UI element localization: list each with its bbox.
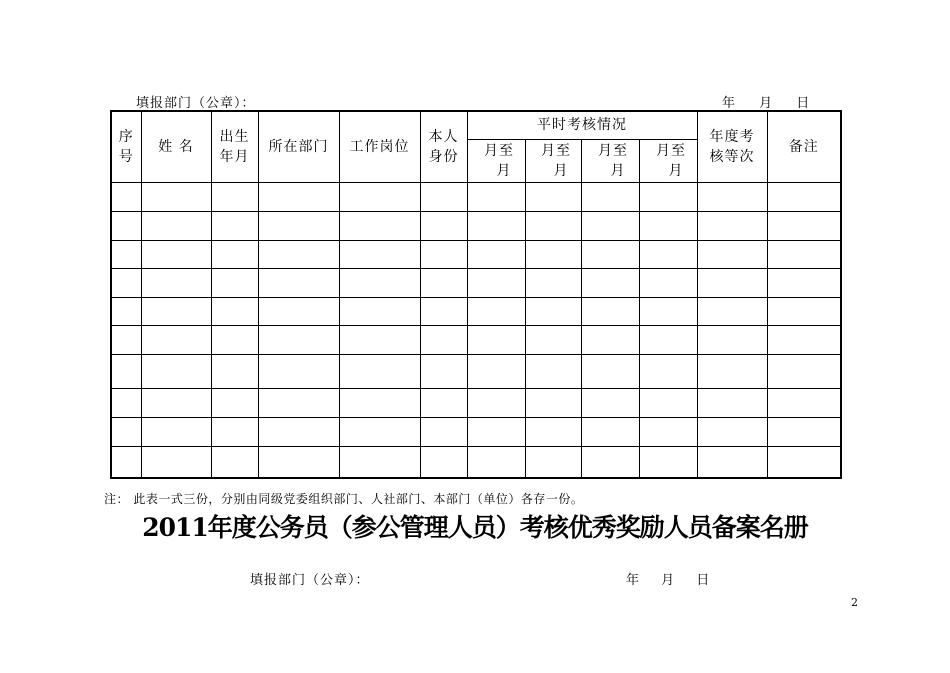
- table-cell: [467, 354, 525, 388]
- table-cell: [525, 388, 581, 417]
- record-table: [110, 110, 842, 479]
- table-cell: [767, 268, 841, 297]
- table-cell: [639, 211, 697, 240]
- table-row: [111, 182, 841, 211]
- table-cell: [420, 417, 467, 446]
- table-cell: [581, 211, 639, 240]
- table-cell: [525, 182, 581, 211]
- table-cell: [258, 211, 339, 240]
- table-cell: [467, 446, 525, 478]
- table-cell: [697, 182, 767, 211]
- table-cell: [211, 325, 258, 354]
- table-cell: [581, 297, 639, 325]
- table-cell: [767, 354, 841, 388]
- table-cell: [211, 417, 258, 446]
- table-cell: [339, 240, 420, 268]
- table-cell: [111, 268, 141, 297]
- table-cell: [141, 240, 211, 268]
- table-cell: [141, 182, 211, 211]
- table-cell: [767, 182, 841, 211]
- table-cell: [420, 211, 467, 240]
- table-cell: [211, 211, 258, 240]
- table-cell: [211, 388, 258, 417]
- table-cell: [111, 182, 141, 211]
- table-row: [111, 211, 841, 240]
- table-cell: [639, 446, 697, 478]
- table-cell: [525, 417, 581, 446]
- table-cell: [339, 417, 420, 446]
- table-cell: [639, 417, 697, 446]
- table-row: [111, 297, 841, 325]
- table-cell: [581, 354, 639, 388]
- table-cell: [639, 325, 697, 354]
- date-label-bottom: 年 月 日: [626, 573, 711, 588]
- table-cell: [767, 240, 841, 268]
- table-row: [111, 446, 841, 478]
- table-cell: [639, 297, 697, 325]
- table-cell: [339, 354, 420, 388]
- table-cell: [525, 268, 581, 297]
- table-cell: [767, 297, 841, 325]
- table-cell: [581, 182, 639, 211]
- table-row: [111, 417, 841, 446]
- table-cell: [525, 354, 581, 388]
- table-cell: [639, 354, 697, 388]
- table-cell: [467, 211, 525, 240]
- table-cell: [420, 297, 467, 325]
- table-cell: [639, 268, 697, 297]
- table-cell: [697, 446, 767, 478]
- table-cell: [697, 354, 767, 388]
- table-cell: [258, 388, 339, 417]
- table-row: [111, 240, 841, 268]
- table-cell: [211, 240, 258, 268]
- table-cell: [639, 182, 697, 211]
- header-period-2: 月至 月: [525, 139, 581, 182]
- table-cell: [581, 325, 639, 354]
- table-cell: [141, 354, 211, 388]
- table-cell: [581, 417, 639, 446]
- table-cell: [467, 182, 525, 211]
- table-cell: [141, 388, 211, 417]
- table-cell: [420, 325, 467, 354]
- table-cell: [258, 297, 339, 325]
- table-cell: [467, 417, 525, 446]
- table-cell: [581, 240, 639, 268]
- table-cell: [639, 240, 697, 268]
- table-cell: [258, 268, 339, 297]
- header-birth: 出生 年月: [211, 111, 258, 182]
- table-cell: [141, 417, 211, 446]
- header-post: 工作岗位: [339, 111, 420, 182]
- table-cell: [525, 240, 581, 268]
- table-cell: [339, 211, 420, 240]
- header-seq: 序 号: [111, 111, 141, 182]
- table-cell: [467, 325, 525, 354]
- table-row: [111, 388, 841, 417]
- table-cell: [767, 388, 841, 417]
- document-title: 2011年度公务员（参公管理人员）考核优秀奖励人员备案名册: [142, 513, 808, 542]
- table-cell: [420, 182, 467, 211]
- table-cell: [697, 297, 767, 325]
- table-cell: [525, 297, 581, 325]
- table-row: [111, 268, 841, 297]
- table-cell: [339, 388, 420, 417]
- table-cell: [258, 182, 339, 211]
- table-cell: [211, 182, 258, 211]
- table-cell: [639, 388, 697, 417]
- table-cell: [420, 240, 467, 268]
- table-cell: [111, 417, 141, 446]
- table-cell: [525, 211, 581, 240]
- table-cell: [211, 446, 258, 478]
- table-cell: [420, 388, 467, 417]
- table-cell: [211, 268, 258, 297]
- table-cell: [467, 297, 525, 325]
- table-cell: [339, 297, 420, 325]
- table-row: [111, 354, 841, 388]
- table-cell: [339, 182, 420, 211]
- header-identity: 本人 身份: [420, 111, 467, 182]
- table-cell: [420, 268, 467, 297]
- table-cell: [339, 446, 420, 478]
- table-cell: [697, 211, 767, 240]
- table-cell: [581, 446, 639, 478]
- table-cell: [697, 417, 767, 446]
- table-cell: [339, 325, 420, 354]
- table-cell: [467, 388, 525, 417]
- table-cell: [111, 446, 141, 478]
- header-period-3: 月至 月: [581, 139, 639, 182]
- table-cell: [525, 446, 581, 478]
- header-name: 姓 名: [141, 111, 211, 182]
- table-cell: [258, 240, 339, 268]
- table-cell: [111, 297, 141, 325]
- table-cell: [581, 388, 639, 417]
- fill-department-label: 填报部门（公章）：: [136, 96, 256, 111]
- page-number: 2: [851, 596, 858, 609]
- fill-department-label-bottom: 填报部门（公章）：: [250, 573, 370, 588]
- table-cell: [697, 240, 767, 268]
- table-cell: [111, 240, 141, 268]
- table-cell: [258, 325, 339, 354]
- table-cell: [141, 446, 211, 478]
- table-cell: [467, 268, 525, 297]
- table-cell: [697, 388, 767, 417]
- table-cell: [141, 297, 211, 325]
- header-period-4: 月至 月: [639, 139, 697, 182]
- table-cell: [525, 325, 581, 354]
- footnote: 注： 此表一式三份，分别由同级党委组织部门、人社部门、本部门（单位）各存一份。: [104, 492, 584, 506]
- table-cell: [258, 417, 339, 446]
- header-department: 所在部门: [258, 111, 339, 182]
- header-period-1: 月至 月: [467, 139, 525, 182]
- table-cell: [581, 268, 639, 297]
- table-cell: [258, 354, 339, 388]
- table-cell: [111, 211, 141, 240]
- table-cell: [111, 354, 141, 388]
- table-cell: [467, 240, 525, 268]
- table-cell: [211, 354, 258, 388]
- table-cell: [420, 354, 467, 388]
- table-cell: [111, 325, 141, 354]
- table-cell: [697, 325, 767, 354]
- table-cell: [767, 417, 841, 446]
- table-cell: [111, 388, 141, 417]
- header-regular-assessment: 平时考核情况: [467, 111, 697, 139]
- table-cell: [767, 211, 841, 240]
- table-row: [111, 325, 841, 354]
- table-cell: [420, 446, 467, 478]
- table-cell: [258, 446, 339, 478]
- table-cell: [141, 268, 211, 297]
- table-cell: [141, 325, 211, 354]
- header-remark: 备注: [767, 111, 841, 182]
- table-cell: [697, 268, 767, 297]
- table-cell: [211, 297, 258, 325]
- table-cell: [767, 325, 841, 354]
- table-cell: [767, 446, 841, 478]
- table-cell: [141, 211, 211, 240]
- date-label: 年 月 日: [722, 96, 811, 111]
- header-annual-grade: 年度考 核等次: [697, 111, 767, 182]
- table-cell: [339, 268, 420, 297]
